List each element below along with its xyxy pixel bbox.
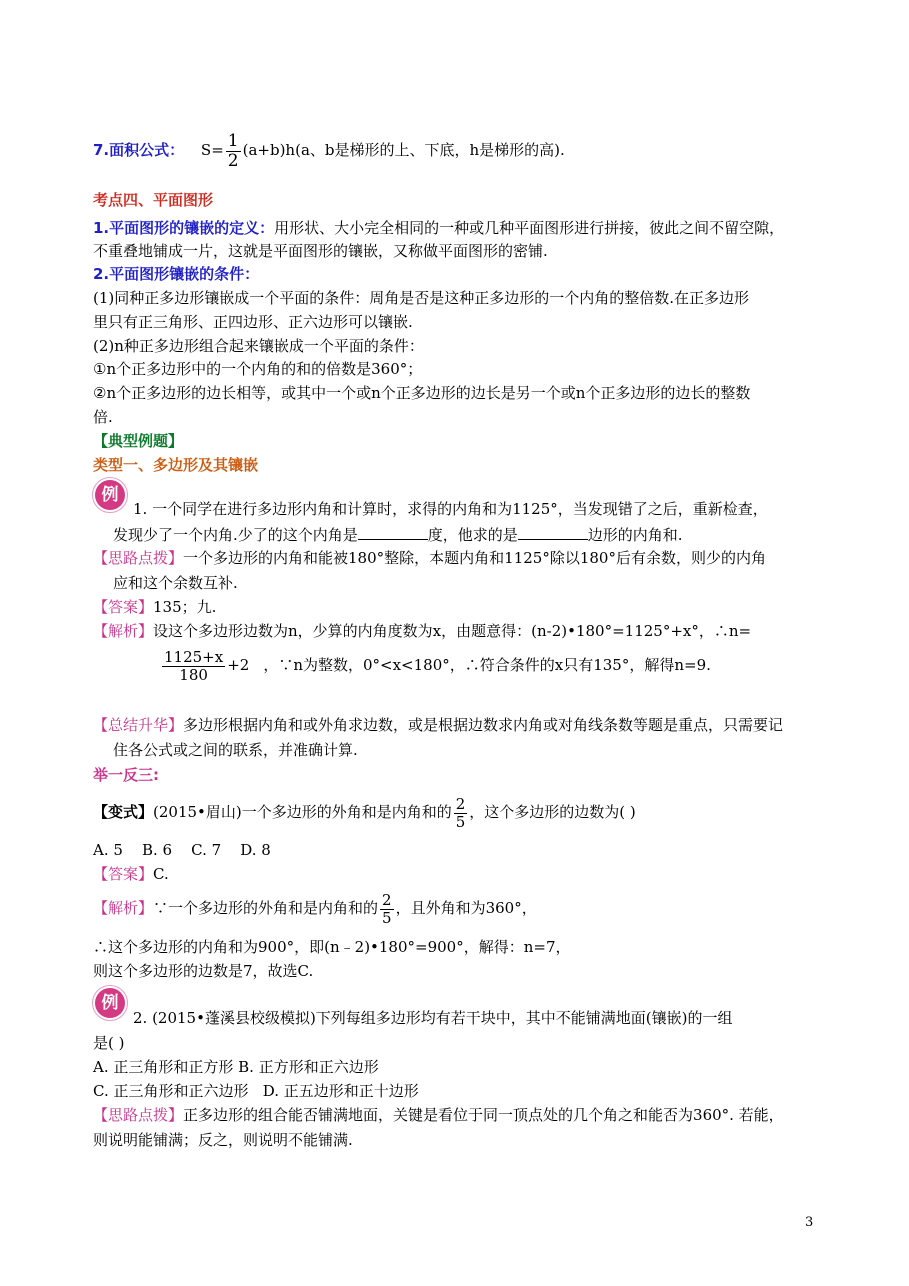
ex1-hint-line-1 (93, 548, 766, 568)
ex1-q2-c: 边形的内角和. (587, 526, 683, 544)
ex2-question-1: 2. (2015•蓬溪县校级模拟)下列每组多边形均有若干块中，其中不能铺满地面(镶嵌)的一组 (133, 1009, 733, 1027)
answer-label: 【答案】 (93, 598, 154, 616)
definition-text-1: 用形状、大小完全相同的一种或几种平面图形进行拼接，彼此之间不留空隙， (274, 219, 785, 237)
ex1-summary-1: 多边形根据内角和或外角求边数，或是根据边数求内角或对角线条数等题是重点，只需要记 (183, 716, 784, 734)
ex2-hint-1: 正多边形的组合能否铺满地面，关键是看位于同一顶点处的几个角之和能否为360°. 若能， (183, 1106, 784, 1124)
example-badge-2: 例 (95, 988, 125, 1018)
two-fifths-fraction (454, 794, 468, 831)
area-formula-rest: (a+b)h(a、b是梯形的上、下底，h是梯形的高). (242, 141, 565, 159)
half-den: 2 (227, 150, 239, 171)
condition-2-2a: ②n个正多边形的边长相等，或其中一个或n个正多边形的边长是另一个或n个正多边形的边长的整数 (93, 384, 751, 402)
variant-text-b: ，这个多边形的边数为( ) (469, 803, 636, 821)
ex1-question-1: 1. 一个同学在进行多边形内角和计算时，求得的内角和为1125°，当发现错了之后，重新检查， (133, 500, 768, 518)
variant-line-3: 则这个多边形的边数是7，故选C. (93, 962, 314, 980)
definition-text-2: 不重叠地铺成一片，这就是平面图形的镶嵌，又称做平面图形的密铺. (93, 242, 548, 260)
area-formula-label: 7.面积公式： (93, 141, 185, 159)
answer-blank-2 (518, 524, 588, 540)
ex1-question-2 (113, 524, 683, 545)
variant-question (93, 792, 636, 832)
condition-2: (2)n种正多边形组合起来镶嵌成一个平面的条件： (93, 337, 424, 355)
ex1-analysis-line-1 (93, 621, 751, 641)
ex1-answer-line (93, 597, 216, 617)
ex2-options-cd: C. 正三角形和正六边形 D. 正五边形和正十边形 (93, 1082, 419, 1100)
practice-heading: 举一反三: (93, 766, 159, 784)
examples-heading: 【典型例题】 (93, 432, 184, 450)
variant-analysis-b: ，且外角和为360°， (395, 899, 537, 917)
variant-analysis-line-1 (93, 887, 537, 929)
variant-frac-den: 5 (455, 812, 466, 831)
condition-2-1: ①n个正多边形中的一个内角的和的倍数是360°； (93, 360, 423, 378)
section-heading: 考点四、平面图形 (93, 191, 214, 209)
area-formula-line (93, 120, 565, 180)
ex1-hint-1: 一个多边形的内角和能被180°整除，本题内角和1125°除以180°后有余数，则少的内角 (183, 549, 766, 567)
ex1-analysis-2: ，∵n为整数，0°<x<180°，∴符合条件的x只有135°，解得n=9. (263, 656, 711, 674)
n-frac-num: 1125+x (164, 647, 224, 666)
half-fraction (226, 130, 241, 171)
analysis-label: 【解析】 (93, 622, 154, 640)
summary-label: 【总结升华】 (93, 716, 184, 734)
half-num: 1 (227, 130, 239, 151)
definition-label: 1.平面图形的镶嵌的定义： (93, 219, 275, 237)
ex1-answer: 135；九. (153, 598, 217, 616)
area-formula-s: S= (200, 141, 224, 159)
ex1-analysis-1: 设这个多边形边数为n，少算的内角度数为x，由题意得：(n-2)•180°=1125°+x°，∴n= (153, 622, 752, 640)
answer-blank-1 (358, 524, 428, 540)
analysis-label: 【解析】 (93, 899, 154, 917)
type1-heading: 类型一、多边形及其镶嵌 (93, 456, 259, 474)
variant-answer: C. (153, 865, 169, 883)
condition-1a: (1)同种正多边形镶嵌成一个平面的条件：周角是否是这种正多边形的一个内角的整倍数.在正多边形 (93, 289, 750, 307)
ex2-question-2: 是( ) (93, 1034, 125, 1052)
variant-options: A. 5 B. 6 C. 7 D. 8 (93, 841, 271, 859)
ex1-hint-2: 应和这个余数互补. (113, 574, 238, 592)
definition-line-1 (93, 218, 784, 238)
variant-frac-den: 5 (382, 908, 392, 927)
variant-analysis-a: ∵一个多边形的外角和是内角和的 (153, 899, 379, 917)
ex1-q2-a: 发现少了一个内角.少了的这个内角是 (113, 526, 358, 544)
condition-1b: 里只有正三角形、正四边形、正六边形可以镶嵌. (93, 313, 413, 331)
condition-2-2b: 倍. (93, 408, 113, 426)
ex2-hint-line-1 (93, 1105, 784, 1125)
ex1-summary-line-1 (93, 715, 783, 735)
plus-two: +2 (227, 656, 250, 674)
ex1-q2-b: 度，他求的是 (427, 526, 518, 544)
variant-frac-num: 2 (382, 890, 392, 909)
answer-label: 【答案】 (93, 865, 154, 883)
ex1-summary-2: 住各公式或之间的联系，并准确计算. (113, 741, 358, 759)
conditions-label: 2.平面图形镶嵌的条件： (93, 265, 260, 283)
two-fifths-fraction (380, 890, 394, 927)
page-number: 3 (805, 1215, 814, 1230)
ex1-analysis-line-2 (160, 640, 711, 690)
variant-text-a: (2015•眉山)一个多边形的外角和是内角和的 (153, 803, 452, 821)
n-frac-den: 180 (179, 665, 208, 684)
hint-label: 【思路点拨】 (93, 1106, 184, 1124)
n-fraction (162, 647, 225, 684)
ex2-options-ab: A. 正三角形和正方形 B. 正方形和正六边形 (93, 1058, 379, 1076)
variant-line-2: ∴这个多边形的内角和为900°，即(n﹣2)•180°=900°，解得：n=7， (93, 938, 571, 956)
ex2-hint-2: 则说明能铺满；反之，则说明不能铺满. (93, 1131, 353, 1149)
variant-frac-num: 2 (455, 794, 466, 813)
variant-label: 【变式】 (93, 803, 154, 821)
example-badge-1: 例 (95, 480, 125, 510)
hint-label: 【思路点拨】 (93, 549, 184, 567)
variant-answer-line (93, 864, 169, 884)
